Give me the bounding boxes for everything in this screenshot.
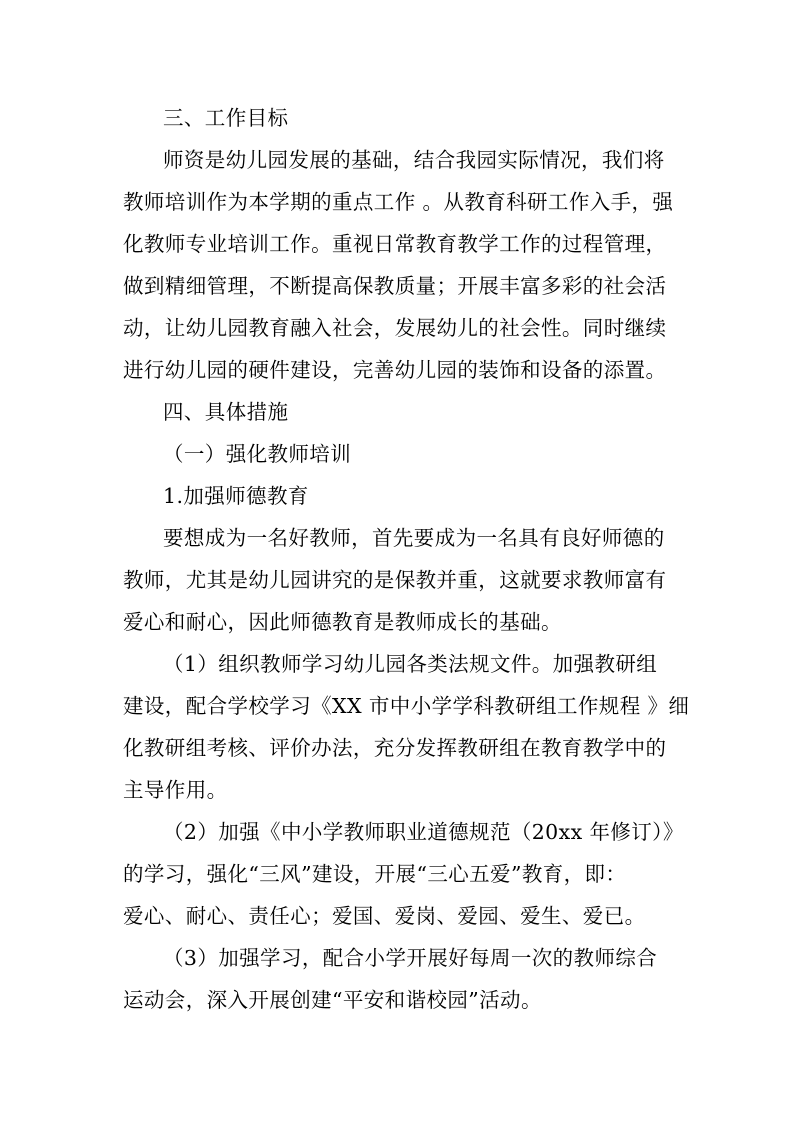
item-heading: 1.加强师德教育 [163,484,309,508]
subsection-heading: （一）强化教师培训 [163,442,352,466]
paragraph-line: 要想成为一名好教师，首先要成为一名具有良好师德的 [163,526,665,550]
section-heading-work-goals: 三、工作目标 [163,106,289,130]
paragraph-line: 教师，尤其是幼儿园讲究的是保教并重，这就要求教师富有 [123,568,667,592]
paragraph-line: 建设，配合学校学习《XX 市中小学学科教研组工作规程 》细 [123,694,690,718]
paragraph-line: 的学习，强化“三风”建设，开展“三心五爱”教育，即： [123,862,627,886]
paragraph-line: （2）加强《中小学教师职业道德规范（20xx 年修订）》 [163,820,684,844]
paragraph-line: 教师培训作为本学期的重点工作 。从教育科研工作入手，强 [123,190,674,214]
paragraph-line: 化教研组考核、评价办法，充分发挥教研组在教育教学中的 [123,736,667,760]
paragraph-line: 做到精细管理，不断提高保教质量；开展丰富多彩的社会活 [123,274,667,298]
paragraph-line: 进行幼儿园的硬件建设，完善幼儿园的装饰和设备的添置。 [123,358,667,382]
paragraph-line: 主导作用。 [123,778,228,802]
paragraph-line: 爱心、耐心、责任心；爱国、爱岗、爱园、爱生、爱已。 [123,904,646,928]
paragraph-line: 爱心和耐心，因此师德教育是教师成长的基础。 [123,610,562,634]
paragraph-line: （3）加强学习，配合小学开展好每周一次的教师综合 [163,946,658,970]
paragraph-line: 运动会，深入开展创建“平安和谐校园”活动。 [123,988,542,1012]
paragraph-line: （1）组织教师学习幼儿园各类法规文件。加强教研组 [163,652,658,676]
paragraph-line: 师资是幼儿园发展的基础，结合我园实际情况，我们将 [163,148,665,172]
section-heading-measures: 四、具体措施 [163,400,289,424]
paragraph-line: 动，让幼儿园教育融入社会，发展幼儿的社会性。同时继续 [123,316,667,340]
paragraph-line: 化教师专业培训工作。重视日常教育教学工作的过程管理， [123,232,667,256]
